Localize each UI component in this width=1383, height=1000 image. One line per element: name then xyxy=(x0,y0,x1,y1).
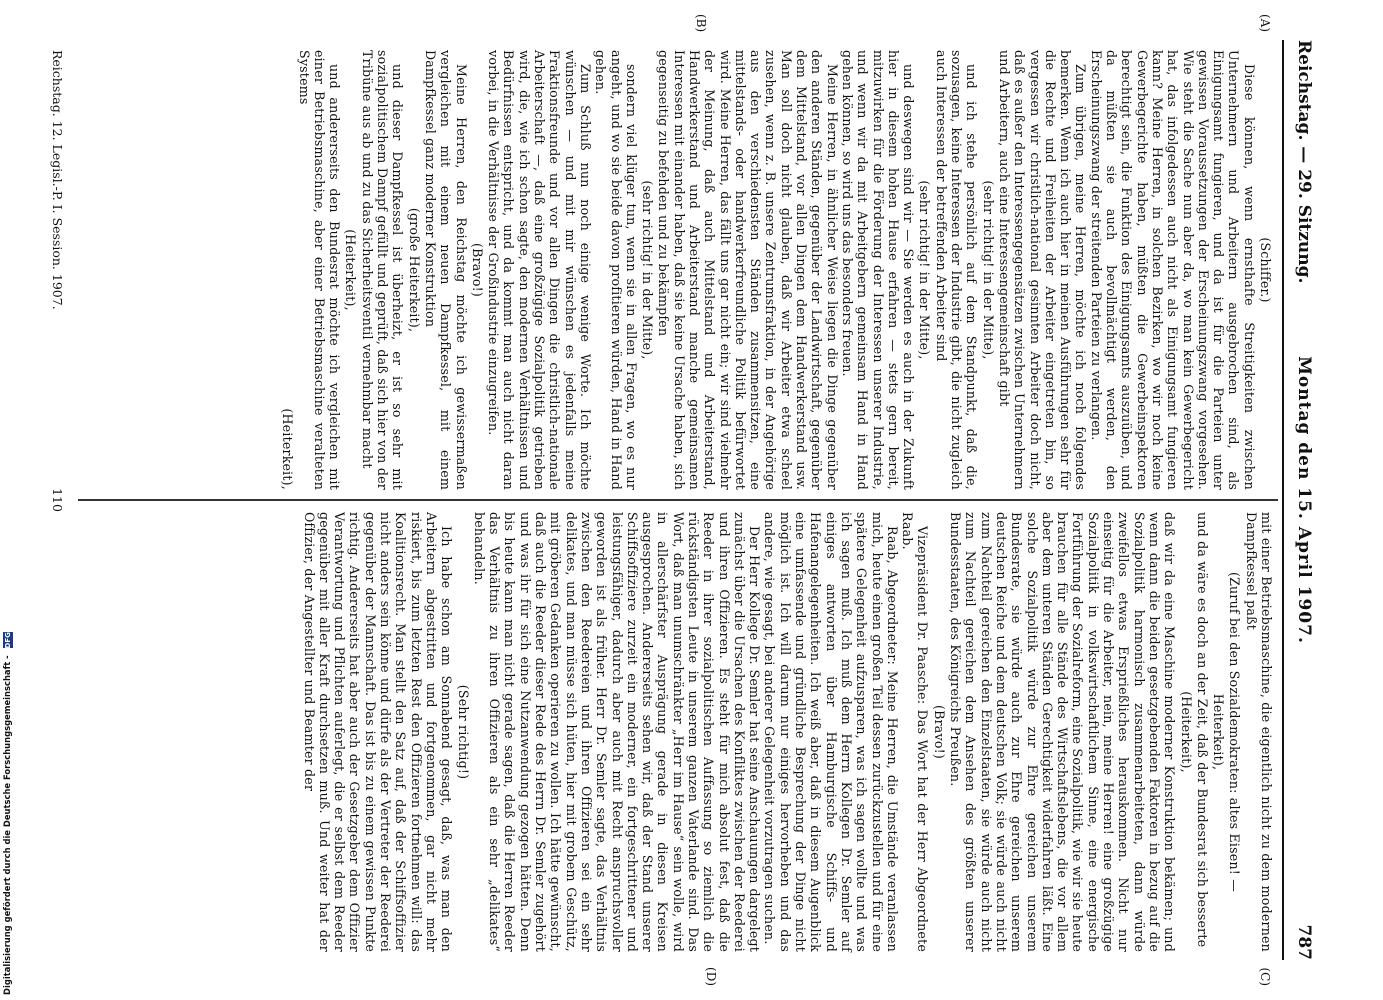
dfg-logo: DFG xyxy=(3,632,12,649)
right-paragraph: und da wäre es doch an der Zeit, daß der Bundesrat sich besserte xyxy=(1194,512,1210,948)
margin-marker-b: (B) xyxy=(694,14,708,33)
left-paragraph: und ich stehe persönlich auf dem Standpunkt, daß die, sozusagen, keine Interessen der Industrie gibt, die nicht zugleich auch Interessen der betreffenden Arbeiter sind xyxy=(933,50,980,490)
scanned-page xyxy=(35,14,1318,986)
page-footer xyxy=(45,40,65,960)
left-remark: (Schiffer.) xyxy=(1258,237,1273,303)
header-date: Montag den 15. April 1907. xyxy=(1294,356,1314,644)
left-remark: (Heiterkeit), xyxy=(343,229,359,311)
right-remark: (Heiterkeit), xyxy=(1178,691,1194,773)
right-remark: Heiterkeit), xyxy=(1211,693,1227,771)
left-column xyxy=(279,50,1274,490)
credit-text: Digitalisierung gefördert durch die Deutsche Forschungsgemeinschaft - xyxy=(2,655,12,995)
page-number: 787 xyxy=(1294,924,1314,960)
left-paragraph: und dieser Dampfkessel ist überheizt, er ist so sehr mit sozialpolitischem Dampf gefüllt und geprüft, daß sich hier von der Tribüne aus ab und zu das Sicherheitsventil vernehmbar macht xyxy=(359,50,406,490)
left-paragraph: sondern viel klüger tun, wenn sie in allen Fragen, wo es nur angeht, und wo sie beide davon profitieren würden, Hand in Hand gehen. xyxy=(593,50,639,490)
column-divider xyxy=(78,499,1278,501)
right-remark: (Bravo!) xyxy=(931,705,947,759)
header-rule xyxy=(1282,40,1284,960)
right-remark: (Sehr richtig!) xyxy=(455,684,471,780)
left-remark: (große Heiterkeit), xyxy=(406,207,422,333)
right-paragraph: mit einer Betriebsmaschine, die eigentlich nicht zu dem modernen Dampfkessel paßt xyxy=(1243,512,1274,952)
footer-session: Reichstag. 12. Legisl.-P. I. Session. 1907. xyxy=(50,50,65,310)
left-paragraph: Zum übrigen, meine Herren, möchte ich noch folgendes bemerken. Wenn ich auch hier in meinen Ausführungen sehr für die Rechte und Freiheiten der Arbeiter eingetreten bin, so vergessen wir christlich-national gesinnten Arbeiter doch nicht, daß es außer den Interessengegensätzen zwischen Unternehmern und Arbeitern, auch eine Interessengemeinschaft gibt xyxy=(996,50,1089,490)
margin-marker-a: (A) xyxy=(1258,14,1272,33)
left-paragraph: und andererseits den Bundesrat möchte ich vergleichen mit einer Betriebsmaschine, aber einer Betriebsmaschine veralteten Systems xyxy=(296,50,343,490)
footer-sheet-number: 110 xyxy=(50,488,65,512)
right-paragraph: Ich habe schon am Sonnabend gesagt, daß, was man den Arbeitern abgestritten und fortgenommen, gar nicht mehr riskiert, bis zum letzten Rest den Offizieren fortnehmen will: das Koalitionsrecht. Man stellt den Satz auf, daß der Schiffsoffizier nicht anders sein könne und dürfe als der Vertreter der Reederei gegenüber der Mannschaft. Das ist bis zu einem gewissen Punkte richtig. Andererseits hat aber auch der Gesetzgeber dem Offizier Verantwortung und Pflichten auferlegt, die er selbst dem Reeder gegenüber mit aller Kraft durchsetzen muß. Und weiter hat der Offizier, der Angestellter und Beamter der xyxy=(301,512,455,952)
left-paragraph: und deswegen sind wir — Sie werden es auch in der Zukunft hier in diesem hohen Hause erfahren — stets gern bereit, mitzuwirken für die Förderung der Interessen unserer Industrie, und wenn wir da mit Arbeitgebern gemeinsam Hand in Hand gehen können, so wird uns das besonders freuen. xyxy=(839,50,917,490)
left-paragraph: Meine Herren, in ähnlicher Weise liegen die Dinge gegenüber den anderen Ständen, gegenüber der Landwirtschaft, gegenüber dem Mittelstand, vor allen Dingen dem Handwerkerstand usw. Man soll doch nicht glauben, daß wir Arbeiter etwa scheel zusehen, wenn z. B. unsere Zentrumsfraktion, in der Angehörige aus den verschiedensten Ständen zusammensitzen, eine mittelstands- oder handwerkerfreundliche Politik befürwortet wird. Meine Herren, das fällt uns gar nicht ein; wir sind vielmehr der Meinung, daß auch Mittelstand und Arbeiterstand, Handwerkerstand und Arbeiterstand manche gemeinsamen Interessen mit einander haben, daß sie keine Ursache haben, sich gegenseitig zu befehden und zu bekämpfen xyxy=(656,50,840,490)
margin-marker-c: (C) xyxy=(1258,967,1272,986)
page-header xyxy=(1288,40,1318,960)
margin-marker-d: (D) xyxy=(704,967,718,986)
digitization-credit xyxy=(2,632,13,995)
right-paragraph: Raab, Abgeordneter: Meine Herren, die Umstände veranlassen mich, heute einen großen Teil dessen zurückzustellen und für eine spätere Gelegenheit aufzusparen, was ich sagen wollte und was ich sagen muß. Ich muß dem Herrn Kollegen Dr. Semler auf einiges antworten über Hamburgische Schiffs- und Hafenangelegenheiten. Ich weiß aber, daß in diesem Augenblick eine umfassende und gründliche Besprechung der Dinge nicht möglich ist. Ich will darum nur einiges hervorheben und das andere, wie gesagt, bei anderer Gelegenheit vorzutragen suchen. xyxy=(762,512,900,952)
header-left: Reichstag. — 29. Sitzung. xyxy=(1294,40,1314,284)
right-paragraph: daß wir da eine Maschine moderner Konstruktion bekämen; und wenn dann die beiden gesetzgebenden Faktoren in bezug auf die Sozialpolitik harmonisch zusammenarbeiteten, dann würde zweifellos etwas Ersprießliches herauskommen. Nicht nur einseitig für die Arbeiter, nein, meine Herren! eine großzügige Sozialpolitik in volkswirtschaftlichem Sinne, eine energische Fortführung der Sozialreform, eine Sozialpolitik, wie wir sie heute brauchen für alle Stände des Wirtschaftslebens, die vor allem aber dem unteren Ständen Gerechtigkeit widerfahren läßt. Eine solche Sozialpolitik würde zur Ehre gereichen unserem Bundesrate, sie würde auch zur Ehre gereichen unserem deutschen Reiche und dem deutschen Volk; sie würde auch nicht zum Nachteil gereichen den Einzelstaaten, sie würde auch nicht zum Nachteil gereichen dem Ansehen des größten unserer Bundesstaaten, des Königreichs Preußen. xyxy=(948,512,1178,952)
left-paragraph: Zum Schluß nun noch einige wenige Worte. Ich möchte wünschen — und mit mir wünschen es jedenfalls meine Fraktionsfreunde und vor allen Dingen die christlich-nationale Arbeiterschaft —, daß eine großzügige Sozialpolitik getrieben wird, die, wie ich schon sagte, den modernen Verhältnissen und Bedürfnissen entspricht, und da kommt man auch nicht daran vorbei, in die Verhältnisse der Großindustrie einzugreifen. xyxy=(486,50,593,490)
left-paragraph: Meine Herren, den Reichstag möchte ich gewissermaßen vergleichen mit einem neuen Dampfkessel, mit einem Dampfkessel ganz moderner Konstruktion xyxy=(422,50,469,490)
right-remark: (Zuruf bei den Sozialdemokraten: altes Eisen! — xyxy=(1227,571,1243,893)
right-column xyxy=(301,512,1274,952)
left-remark: (sehr richtig! in der Mitte), xyxy=(640,180,656,360)
left-remark: (Bravo!) xyxy=(469,243,485,297)
left-paragraph: Diese können, wenn ernsthafte Streitigkeiten zwischen Unternehmern und Arbeitern ausgebrochen sind, als Einigungsamt fungieren, und da ist für die Parteien unter gewissen Voraussetzungen der Erscheinungszwang vorgesehen. Wie steht die Sache nun aber da, wo man kein Gewerbegericht hat, das infolgedessen auch nicht als Einigungsamt fungieren kann? Meine Herren, in solchen Bezirken, wo wir noch keine Gewerbegerichte haben, müßten die Gewerbeinspektoren berechtigt sein, die Funktion des Einigungsamts auszuüben, und da müßten sie auch bevollmächtigt werden, den Erscheinungszwang der streitenden Parteien zu verlangen. xyxy=(1088,50,1257,490)
left-remark: (sehr richtig! in der Mitte), xyxy=(917,180,933,360)
right-paragraph: Der Herr Kollege Dr. Semler hat seine Anschauungen dargelegt zunächst über die Ursachen des Konfliktes zwischen der Reederei und ihren Offizieren. Es steht für mich absolut fest, daß die Reeder in ihrer sozialpolitischen Auffassung so ziemlich die rückständigsten Leute in unserem ganzen Vaterlande sind. Das Wort, daß man unumschränkter „Herr im Hause“ sein wolle, wird in allerschärfster Ausprägung gerade in diesen Kreisen ausgesprochen. Andererseits sehen wir, daß der Stand unserer Schiffsoffiziere zurzeit ein moderner, ein fortgeschrittener und leistungsfähiger, dadurch aber auch mit Recht anspruchsvoller geworden ist als früher. Herr Dr. Semler sagte, das Verhältnis zwischen den Reedereien und ihren Offizieren sei ein sehr delikates, und man müsse sich hüten, hier mit grobem Geschütz, mit gröberen Gedanken operieren zu wollen. Ich hätte gewünscht, daß auch die Reeder dieser Rede des Herrn Dr. Semler zugehört und was ihr für sich eine Nutzanwendung gezogen hätten. Denn bis heute kann man nicht gerade sagen, daß die Herren Reeder das Verhältnis zu ihren Offizieren als ein sehr „delikates“ behandeln. xyxy=(471,512,763,952)
left-remark: (Heiterkeit), xyxy=(280,408,296,490)
right-paragraph: Vizepräsident Dr. Paasche: Das Wort hat der Herr Abgeordnete Raab. xyxy=(900,512,931,952)
left-remark: (sehr richtig! in der Mitte), xyxy=(980,180,996,360)
